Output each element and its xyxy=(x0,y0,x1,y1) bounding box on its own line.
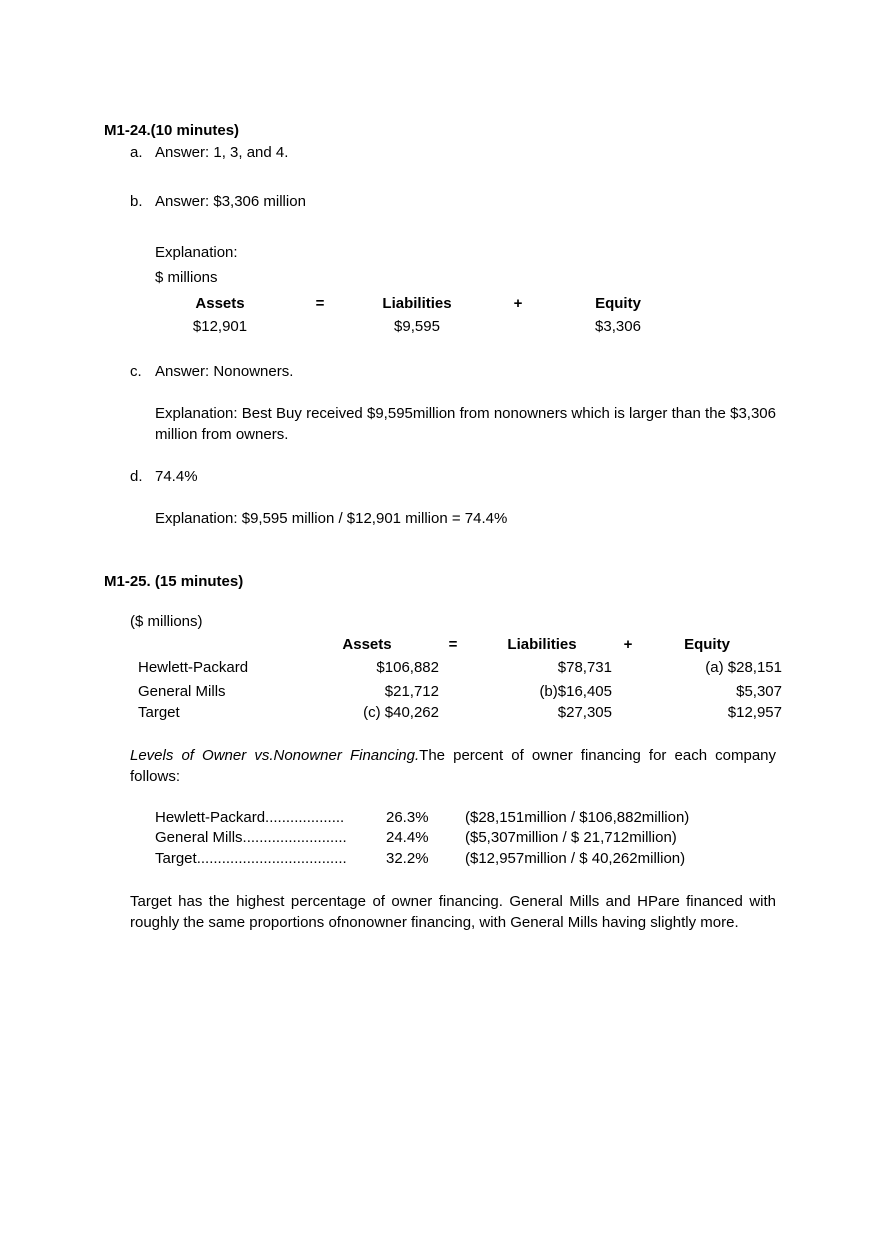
financing-intro-title: Levels of Owner vs.Nonowner Financing. xyxy=(130,747,420,764)
assets-value: $21,712 xyxy=(384,683,439,700)
item-a-answer: Answer: 1, 3, and 4. xyxy=(155,144,289,161)
item-b-units: $ millions xyxy=(155,269,218,286)
item-b-explanation-label: Explanation: xyxy=(155,244,238,261)
assets-value: $106,882 xyxy=(376,659,439,676)
header-equals: = xyxy=(448,636,458,653)
header-assets: Assets xyxy=(342,636,392,653)
value-liabilities: $9,595 xyxy=(394,318,440,335)
item-c-explanation: Explanation: Best Buy received $9,595million from nonowners which is larger than the $3,306 million from owners. xyxy=(155,405,776,443)
equity-value: $5,307 xyxy=(736,683,782,700)
item-b-marker: b. xyxy=(130,193,143,210)
header-liabilities: Liabilities xyxy=(382,295,452,312)
header-plus: + xyxy=(513,295,523,312)
m1-25-heading: M1-25. (15 minutes) xyxy=(104,573,244,590)
value-assets: $12,901 xyxy=(192,318,248,335)
liabilities-value: $27,305 xyxy=(557,704,612,721)
financing-intro-text: The percent of owner financing for each company follows: xyxy=(130,747,777,785)
percent-value: 32.2% xyxy=(386,850,429,867)
percent-label: Target.................................... xyxy=(155,850,347,867)
item-a-marker: a. xyxy=(130,144,143,161)
header-equity: Equity xyxy=(595,295,641,312)
percent-calc: ($5,307million / $ 21,712million) xyxy=(465,829,677,846)
liabilities-value: (b)$16,405 xyxy=(539,683,612,700)
header-equity: Equity xyxy=(684,636,730,653)
percent-value: 24.4% xyxy=(386,829,429,846)
header-plus: + xyxy=(623,636,633,653)
item-d-marker: d. xyxy=(130,468,143,485)
header-liabilities: Liabilities xyxy=(507,636,577,653)
company-name: Hewlett-Packard xyxy=(138,659,249,676)
percent-value: 26.3% xyxy=(386,809,429,826)
equity-value: (a) $28,151 xyxy=(705,659,782,676)
item-d-explanation: Explanation: $9,595 million / $12,901 million = 74.4% xyxy=(155,510,508,527)
item-d-answer: 74.4% xyxy=(155,468,198,485)
liabilities-value: $78,731 xyxy=(557,659,612,676)
item-b-answer: Answer: $3,306 million xyxy=(155,193,306,210)
financing-intro xyxy=(130,745,776,787)
assets-value: (c) $40,262 xyxy=(363,704,439,721)
m1-24-heading: M1-24.(10 minutes) xyxy=(104,122,240,139)
percent-calc: ($28,151million / $106,882million) xyxy=(465,809,690,826)
item-c-marker: c. xyxy=(130,363,142,380)
equity-value: $12,957 xyxy=(727,704,782,721)
value-equity: $3,306 xyxy=(595,318,641,335)
m1-25-units: ($ millions) xyxy=(130,613,203,630)
percent-label: Hewlett-Packard................... xyxy=(155,809,345,826)
header-equals: = xyxy=(315,295,325,312)
company-name: Target xyxy=(138,704,180,721)
item-c-answer: Answer: Nonowners. xyxy=(155,363,294,380)
header-assets: Assets xyxy=(195,295,245,312)
percent-label: General Mills......................... xyxy=(155,829,347,846)
company-name: General Mills xyxy=(138,683,226,700)
percent-calc: ($12,957million / $ 40,262million) xyxy=(465,850,686,867)
conclusion-paragraph: Target has the highest percentage of owner financing. General Mills and HPare financed with roughly the same proportions ofnonowner financing, with General Mills having slightly more. xyxy=(130,893,776,931)
